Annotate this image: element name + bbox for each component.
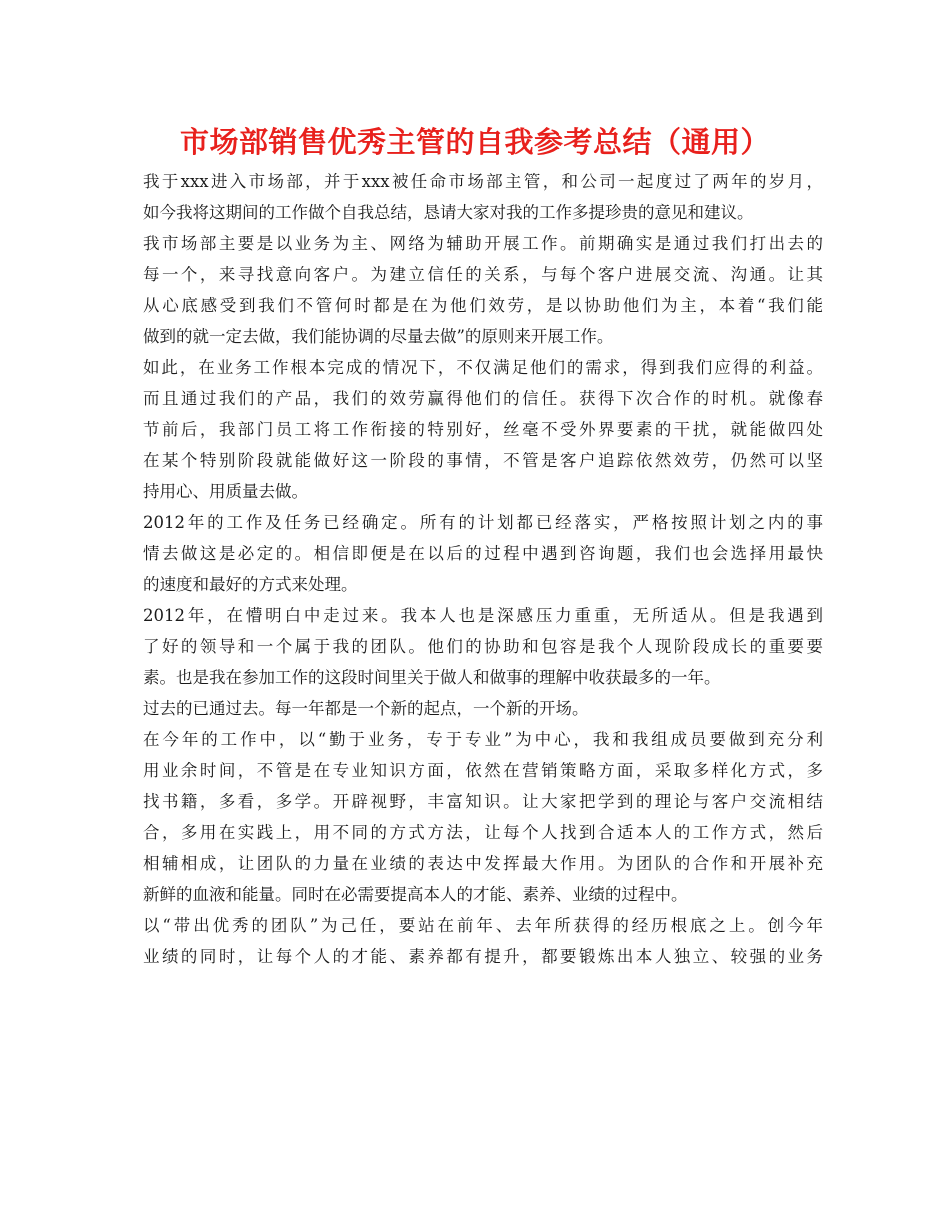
body-line: 在某个特别阶段就能做好这一阶段的事情，不管是客户追踪依然效劳，仍然可以坚 — [143, 451, 823, 470]
body-line: 相辅相成，让团队的力量在业绩的表达中发挥最大作用。为团队的合作和开展补充 — [143, 854, 823, 873]
body-line: 2012年，在懵明白中走过来。我本人也是深感压力重重，无所适从。但是我遇到 — [143, 606, 823, 625]
body-line: 持用心、用质量去做。 — [143, 482, 308, 501]
body-line: 而且通过我们的产品，我们的效劳赢得他们的信任。获得下次合作的时机。就像春 — [143, 389, 823, 408]
body-line: 如今我将这期间的工作做个自我总结，恳请大家对我的工作多提珍贵的意见和建议。 — [143, 203, 754, 222]
body-line: 我于xxx进入市场部，并于xxx被任命市场部主管，和公司一起度过了两年的岁月， — [143, 172, 823, 191]
body-line: 做到的就一定去做，我们能协调的尽量去做”的原则来开展工作。 — [143, 327, 614, 346]
body-line: 以“带出优秀的团队”为己任，要站在前年、去年所获得的经历根底之上。创今年 — [143, 916, 823, 935]
body-line: 如此，在业务工作根本完成的情况下，不仅满足他们的需求，得到我们应得的利益。 — [143, 358, 823, 377]
body-line: 每一个，来寻找意向客户。为建立信任的关系，与每个客户进展交流、沟通。让其 — [143, 265, 823, 284]
body-line: 我市场部主要是以业务为主、网络为辅助开展工作。前期确实是通过我们打出去的 — [143, 234, 823, 253]
body-line: 过去的已通过去。每一年都是一个新的起点，一个新的开场。 — [143, 699, 589, 718]
body-line: 合，多用在实践上，用不同的方式方法，让每个人找到合适本人的工作方式，然后 — [143, 823, 823, 842]
body-line: 的速度和最好的方式来处理。 — [143, 575, 358, 594]
body-line: 用业余时间，不管是在专业知识方面，依然在营销策略方面，采取多样化方式，多 — [143, 761, 823, 780]
document-body — [143, 166, 823, 972]
body-line: 2012年的工作及任务已经确定。所有的计划都已经落实，严格按照计划之内的事 — [143, 513, 823, 532]
body-line: 业绩的同时，让每个人的才能、素养都有提升，都要锻炼出本人独立、较强的业务 — [143, 947, 823, 966]
body-line: 情去做这是必定的。相信即便是在以后的过程中遇到咨询题，我们也会选择用最快 — [143, 544, 823, 563]
body-line: 在今年的工作中，以“勤于业务，专于专业”为中心，我和我组成员要做到充分利 — [143, 730, 823, 749]
document-title: 市场部销售优秀主管的自我参考总结（通用） — [179, 125, 770, 159]
body-line: 新鲜的血液和能量。同时在必需要提高本人的才能、素养、业绩的过程中。 — [143, 885, 688, 904]
body-line: 了好的领导和一个属于我的团队。他们的协助和包容是我个人现阶段成长的重要要 — [143, 637, 823, 656]
body-line: 素。也是我在参加工作的这段时间里关于做人和做事的理解中收获最多的一年。 — [143, 668, 721, 687]
body-line: 找书籍，多看，多学。开辟视野，丰富知识。让大家把学到的理论与客户交流相结 — [143, 792, 823, 811]
body-line: 节前后，我部门员工将工作衔接的特别好，丝毫不受外界要素的干扰，就能做四处 — [143, 420, 823, 439]
body-line: 从心底感受到我们不管何时都是在为他们效劳，是以协助他们为主，本着“我们能 — [143, 296, 823, 315]
